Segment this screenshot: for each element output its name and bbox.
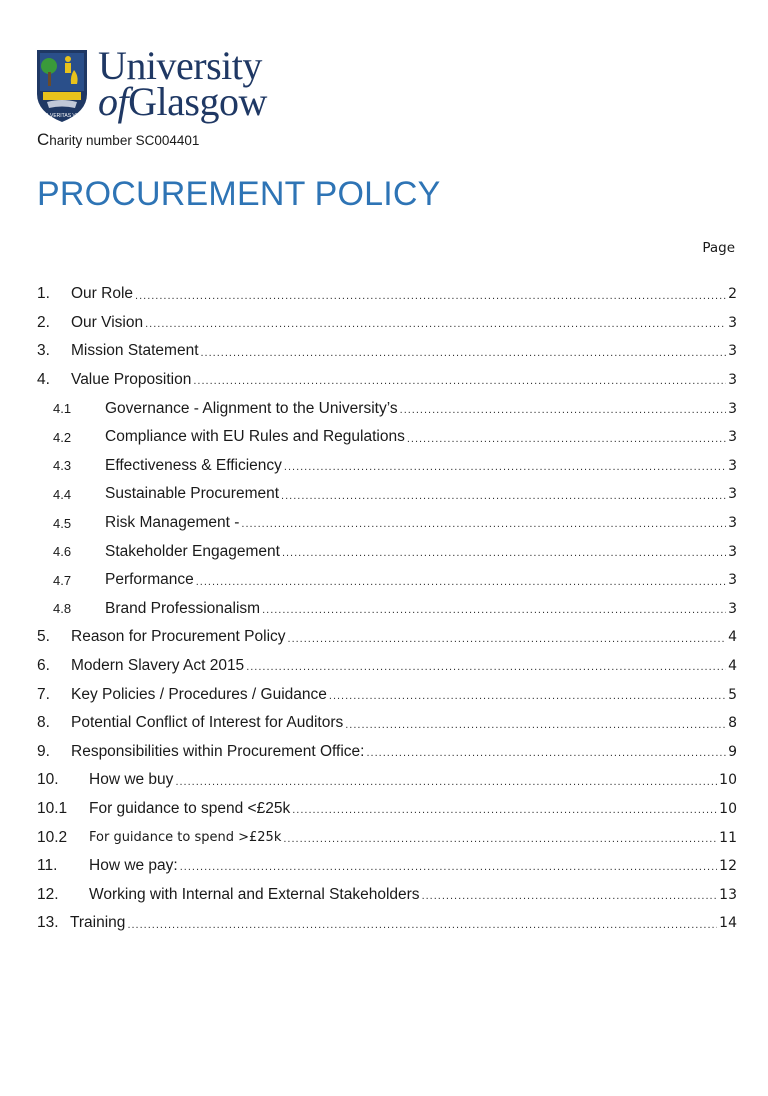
toc-leader-dots (201, 347, 727, 366)
toc-leader-dots (283, 833, 717, 852)
toc-leader-dots (135, 290, 726, 309)
page-title: PROCUREMENT POLICY (37, 175, 441, 213)
crest-motto: VIA VERITAS VITA (40, 113, 84, 119)
toc-page-number: 14 (719, 915, 737, 932)
toc-leader-dots (329, 690, 726, 709)
toc-leader-dots (366, 747, 726, 766)
toc-row[interactable] (37, 537, 737, 566)
toc-leader-dots (262, 604, 726, 623)
toc-row[interactable] (37, 880, 737, 909)
toc-number: 4. (37, 371, 50, 389)
toc-number: 9. (37, 742, 50, 760)
toc-label: Brand Professionalism (105, 599, 261, 617)
toc-label: Value Proposition (71, 371, 192, 389)
toc-leader-dots (127, 919, 717, 938)
table-of-contents (37, 280, 737, 938)
logo-line-glasgow: Glasgow (128, 79, 267, 124)
toc-number: 2. (37, 313, 50, 331)
toc-row[interactable] (37, 823, 737, 852)
toc-row[interactable] (37, 595, 737, 624)
toc-row[interactable] (37, 709, 737, 738)
logo-of: of (98, 79, 129, 124)
toc-page-number: 3 (728, 343, 737, 360)
toc-number: 4.2 (53, 429, 72, 445)
toc-number: 7. (37, 685, 50, 703)
toc-label: Training (70, 914, 126, 932)
toc-leader-dots (288, 633, 727, 652)
toc-leader-dots (400, 404, 726, 423)
toc-label: Risk Management - (105, 514, 240, 532)
toc-number: 4.5 (53, 515, 72, 531)
toc-number: 4.3 (53, 458, 72, 474)
toc-page-number: 3 (728, 572, 737, 589)
toc-number: 4.7 (53, 572, 72, 588)
toc-number: 6. (37, 657, 50, 675)
toc-page-number: 3 (728, 400, 737, 417)
toc-number: 12. (37, 885, 59, 903)
toc-row[interactable] (37, 909, 737, 938)
toc-label: Modern Slavery Act 2015 (71, 657, 245, 675)
toc-page-number: 8 (728, 715, 737, 732)
toc-row[interactable] (37, 366, 737, 395)
toc-number: 4.6 (53, 544, 72, 560)
toc-number: 11. (37, 857, 58, 875)
toc-row[interactable] (37, 480, 737, 509)
toc-label: Responsibilities within Procurement Office: (71, 742, 365, 760)
toc-number: 10.2 (37, 828, 68, 846)
toc-number: 10. (37, 771, 59, 789)
toc-number: 5. (37, 628, 50, 646)
toc-row[interactable] (37, 509, 737, 538)
toc-row[interactable] (37, 738, 737, 767)
toc-page-number: 11 (719, 829, 737, 846)
toc-row[interactable] (37, 280, 737, 309)
toc-label: How we buy (89, 771, 174, 789)
toc-page-number: 3 (728, 429, 737, 446)
toc-label: For guidance to spend >£25k (89, 830, 282, 846)
university-logo (37, 43, 287, 130)
toc-label: For guidance to spend <£25k (89, 799, 291, 817)
toc-number: 8. (37, 714, 50, 732)
toc-leader-dots (292, 804, 717, 823)
toc-label: Our Vision (71, 313, 144, 331)
toc-number: 10.1 (37, 799, 68, 817)
toc-leader-dots (282, 547, 726, 566)
toc-page-number: 4 (728, 629, 737, 646)
toc-label: Reason for Procurement Policy (71, 628, 286, 646)
toc-number: 4.8 (53, 601, 72, 617)
toc-leader-dots (345, 719, 726, 738)
toc-number: 4.1 (53, 401, 72, 417)
toc-label: Sustainable Procurement (105, 485, 280, 503)
toc-page-number: 3 (728, 372, 737, 389)
toc-page-number: 3 (728, 486, 737, 503)
toc-label: Effectiveness & Efficiency (105, 456, 282, 474)
toc-page-number: 4 (728, 658, 737, 675)
toc-row[interactable] (37, 623, 737, 652)
toc-row[interactable] (37, 309, 737, 338)
toc-leader-dots (193, 375, 726, 394)
toc-leader-dots (241, 518, 726, 537)
toc-leader-dots (196, 576, 726, 595)
toc-leader-dots (180, 861, 717, 880)
toc-label: Key Policies / Procedures / Guidance (71, 685, 327, 703)
toc-page-number: 13 (719, 886, 737, 903)
toc-leader-dots (422, 890, 718, 909)
toc-label: Stakeholder Engagement (105, 542, 280, 560)
toc-page-number: 9 (728, 743, 737, 760)
toc-page-number: 2 (728, 286, 737, 303)
toc-leader-dots (246, 661, 726, 680)
toc-page-number: 10 (719, 772, 737, 789)
toc-page-number: 3 (728, 543, 737, 560)
toc-row[interactable] (37, 680, 737, 709)
toc-label: Working with Internal and External Stakeholders (89, 885, 420, 903)
toc-label: How we pay: (89, 857, 178, 875)
toc-row[interactable] (37, 652, 737, 681)
toc-label: Governance - Alignment to the University’s (105, 399, 398, 417)
toc-row[interactable] (37, 795, 737, 824)
toc-page-number: 10 (719, 800, 737, 817)
toc-leader-dots (284, 461, 726, 480)
toc-page-number: 3 (728, 600, 737, 617)
toc-row[interactable] (37, 766, 737, 795)
toc-row[interactable] (37, 394, 737, 423)
logo-line-university: University (98, 43, 262, 88)
charity-number (37, 130, 199, 150)
logo-wordmark (98, 43, 267, 124)
toc-label: Mission Statement (71, 342, 199, 360)
toc-row[interactable] (37, 852, 737, 881)
toc-page-number: 3 (728, 314, 737, 331)
toc-label: Our Role (71, 285, 134, 303)
toc-number: 13. (37, 914, 59, 932)
toc-label: Compliance with EU Rules and Regulations (105, 428, 405, 446)
toc-page-number: 3 (728, 515, 737, 532)
toc-leader-dots (175, 776, 717, 795)
toc-row[interactable] (37, 452, 737, 481)
toc-row[interactable] (37, 423, 737, 452)
toc-number: 1. (37, 285, 50, 303)
toc-number: 3. (37, 342, 50, 360)
toc-page-number: 3 (728, 457, 737, 474)
charity-first-letter: C (37, 130, 50, 149)
toc-label: Performance (105, 571, 194, 589)
toc-label: Potential Conflict of Interest for Auditors (71, 714, 344, 732)
toc-row[interactable] (37, 337, 737, 366)
toc-number: 4.4 (53, 486, 72, 502)
toc-page-number: 12 (719, 858, 737, 875)
toc-leader-dots (281, 490, 726, 509)
charity-text: harity number SC004401 (49, 133, 200, 148)
toc-leader-dots (145, 318, 726, 337)
toc-page-heading: Page (702, 240, 735, 256)
toc-page-number: 5 (728, 686, 737, 703)
toc-leader-dots (407, 433, 726, 452)
toc-row[interactable] (37, 566, 737, 595)
